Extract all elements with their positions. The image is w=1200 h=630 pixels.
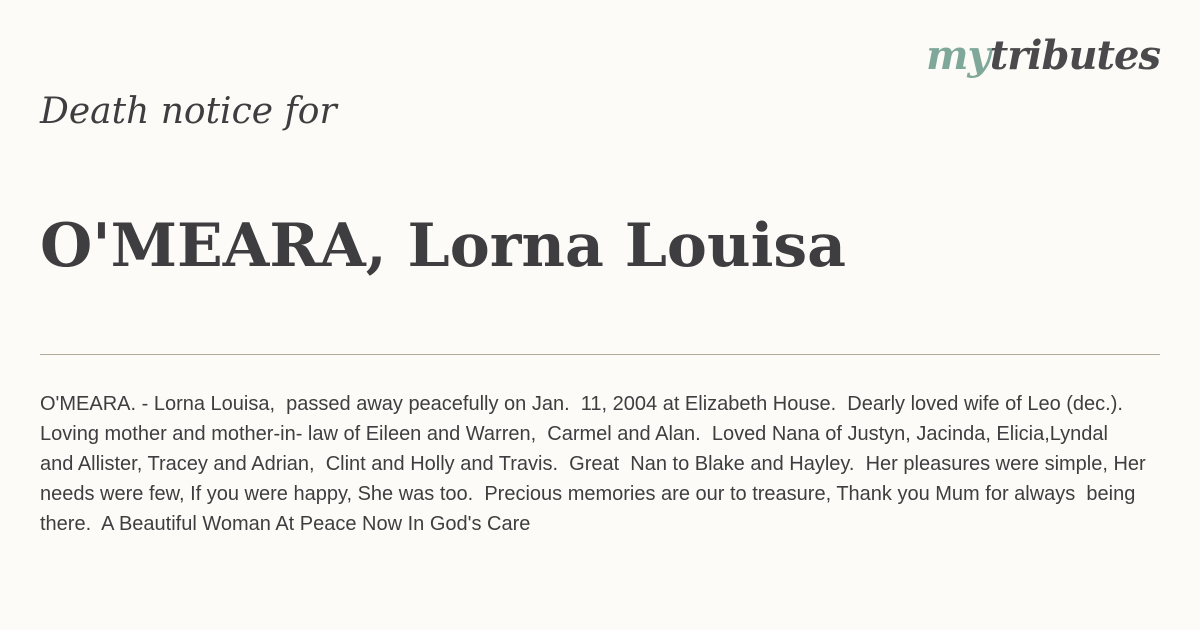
- mytributes-logo[interactable]: [926, 32, 1160, 79]
- notice-text: O'MEARA. - Lorna Louisa, passed away peacefully on Jan. 11, 2004 at Elizabeth House. Dearly loved wife of Leo (dec.). Loving mother and mother-in- law of Eileen and Warren, Carmel and Alan. Loved Nana of Justyn, Jacinda, Elicia,Lyndal and Allister, Tracey and Adrian, Clint and Holly and Travis. Great Nan to Blake and Hayley. Her pleasures were simple, Her needs were few, If you were happy, She was too. Precious memories are our to treasure, Thank you Mum for always being there. A Beautiful Woman At Peace Now In God's Care: [40, 393, 1152, 535]
- logo-tributes: tributes: [989, 32, 1160, 79]
- notice-intro: Death notice for: [40, 91, 337, 132]
- logo-my: my: [926, 32, 990, 79]
- deceased-name: O'MEARA, Lorna Louisa: [40, 211, 847, 281]
- divider: [40, 354, 1160, 355]
